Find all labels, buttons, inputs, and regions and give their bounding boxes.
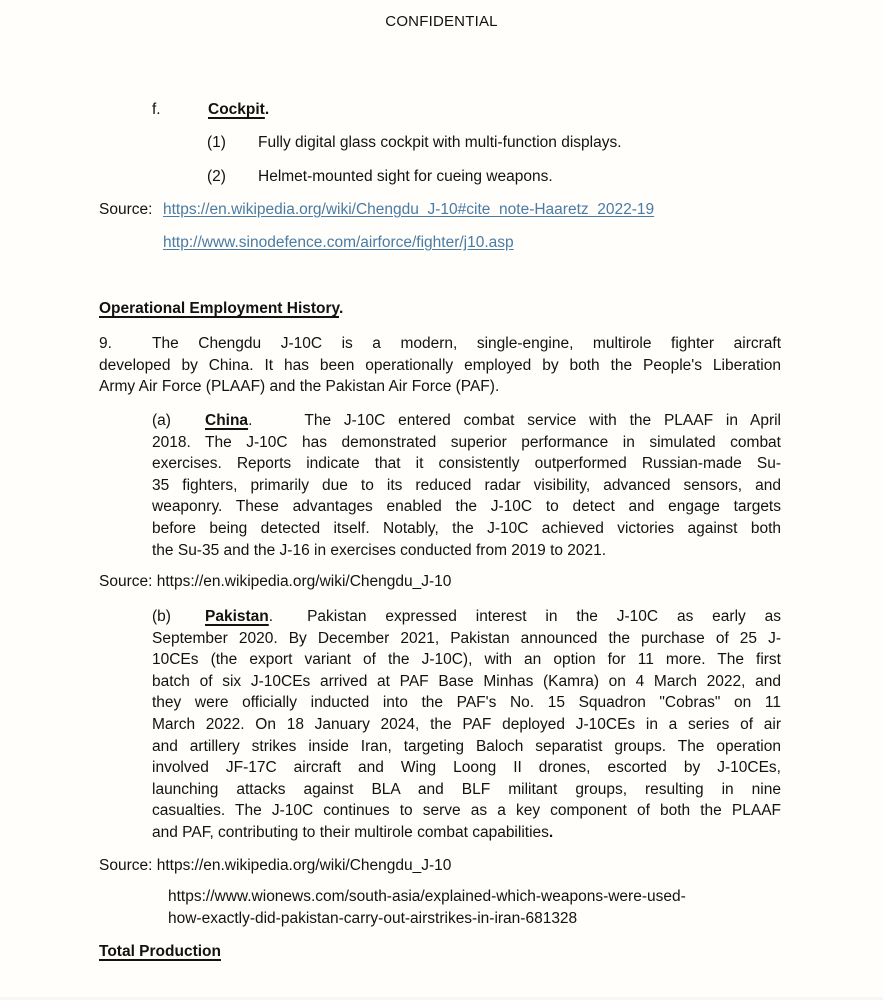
subitem-text: Helmet-mounted sight for cueing weapons. <box>258 168 553 185</box>
paragraph-line: batch of six J-10CEs arrived at PAF Base Minhas (Kamra) on 4 March 2022, and <box>152 672 781 690</box>
employment-history-heading: Operational Employment History. <box>99 300 344 317</box>
source-url-line: how-exactly-did-pakistan-carry-out-airstrikes-in-iran-681328 <box>168 910 578 928</box>
paragraph-line: March 2022. On 18 January 2024, the PAF deployed J-10CEs in a series of air <box>152 715 781 733</box>
cockpit-source-line <box>99 201 654 219</box>
pakistan-title-period: . <box>268 608 274 625</box>
wionews-source <box>168 886 686 931</box>
paragraph-line: exercises. Reports indicate that it consistently outperformed Russian-made Su- <box>152 455 781 473</box>
china-subparagraph <box>152 410 781 561</box>
paragraph-line: 2018. The J-10C has demonstrated superior performance in simulated combat <box>152 433 781 451</box>
source-url-line: https://www.wionews.com/south-asia/explained-which-weapons-were-used- <box>168 888 686 905</box>
source-label: Source: <box>99 201 153 218</box>
cockpit-heading <box>152 101 269 119</box>
china-title: China <box>205 412 249 429</box>
cockpit-subitem-1 <box>207 134 622 152</box>
pakistan-subparagraph <box>152 606 781 844</box>
paragraph-line: they were officially inducted into the PAF's No. 15 Squadron "Cobras" on 11 <box>152 694 781 712</box>
source-label: Source: <box>99 857 153 874</box>
sinodefence-link[interactable]: http://www.sinodefence.com/airforce/fighter/j10.asp <box>163 234 514 251</box>
paragraph-line: Army Air Force (PLAAF) and the Pakistan Air Force (PAF). <box>99 378 500 396</box>
subpara-label: (b) <box>152 608 171 625</box>
item-letter: f. <box>152 101 161 118</box>
wikipedia-citation-link[interactable]: https://en.wikipedia.org/wiki/Chengdu_J-10#cite_note-Haaretz_2022-19 <box>163 201 655 218</box>
paragraph-line: before being detected itself. Notably, the J-10C achieved victories against both <box>152 519 781 537</box>
heading-period: . <box>339 300 344 317</box>
paragraph-first-line: (a) China. The J-10C entered combat service with the PLAAF in April <box>152 410 781 432</box>
paragraph-line: involved JF-17C aircraft and Wing Loong II drones, escorted by J-10CEs, <box>152 759 781 777</box>
subitem-number: (1) <box>207 134 226 151</box>
classification-banner: CONFIDENTIAL <box>385 13 498 30</box>
paragraph-line: launching attacks against BLA and BLF militant groups, resulting in nine <box>152 780 781 798</box>
total-production-heading: Total Production <box>99 943 221 960</box>
cockpit-title: Cockpit <box>208 101 265 118</box>
paragraph-number: 9. <box>99 335 112 352</box>
paragraph-line: and artillery strikes inside Iran, targeting Baloch separatist groups. The operation <box>152 737 781 755</box>
paragraph-line: the Su-35 and the J-16 in exercises conducted from 2019 to 2021. <box>152 541 607 559</box>
subitem-text: Fully digital glass cockpit with multi-function displays. <box>258 134 622 151</box>
paragraph-line: casualties. The J-10C continues to serve as a key component of both the PLAAF <box>152 802 781 820</box>
pakistan-source-line <box>99 857 451 875</box>
source-url: https://en.wikipedia.org/wiki/Chengdu_J-10 <box>156 857 452 874</box>
paragraph-first-line: 9. The Chengdu J-10C is a modern, single-engine, multirole fighter aircraft <box>99 333 781 355</box>
subitem-number: (2) <box>207 168 226 185</box>
china-title-period: . <box>248 412 253 429</box>
paragraph-line: 35 fighters, primarily due to its reduced radar visibility, advanced sensors, and <box>152 476 781 494</box>
subpara-label: (a) <box>152 412 171 429</box>
paragraph-line: 10CEs (the export variant of the J-10C), with an option for 11 more. The first <box>152 651 781 669</box>
cockpit-source-line-2 <box>163 234 514 252</box>
china-source-line <box>99 573 451 591</box>
source-url: https://en.wikipedia.org/wiki/Chengdu_J-10 <box>156 573 452 590</box>
cockpit-title-period: . <box>264 101 270 118</box>
paragraph-line: weaponry. These advantages enabled the J-10C to detect and engage targets <box>152 498 781 516</box>
paragraph-line: developed by China. It has been operationally employed by both the People's Liberation <box>99 356 781 374</box>
paragraph-first-line: (b) Pakistan. Pakistan expressed interest in the J-10C as early as <box>152 606 781 628</box>
paragraph-9 <box>99 333 781 398</box>
paragraph-body <box>152 432 781 562</box>
paragraph-last-line: and PAF, contributing to their multirole combat capabilities. <box>152 823 554 841</box>
source-label: Source: <box>99 573 153 590</box>
bold-period: . <box>548 823 554 841</box>
paragraph-body <box>99 355 781 398</box>
paragraph-line: September 2020. By December 2021, Pakistan announced the purchase of 25 J- <box>152 629 781 647</box>
cockpit-subitem-2 <box>207 168 553 186</box>
paragraph-body <box>152 628 781 822</box>
pakistan-title: Pakistan <box>205 608 269 625</box>
